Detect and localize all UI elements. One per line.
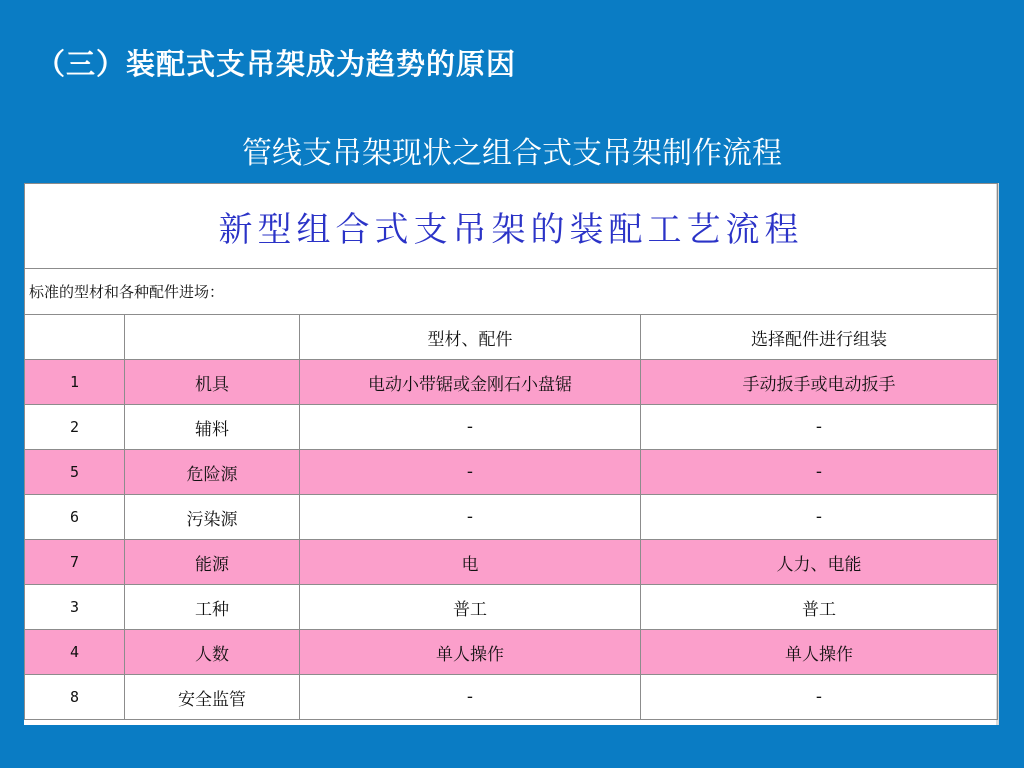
row-materials-cell: - (300, 675, 641, 720)
row-number-cell: 8 (25, 675, 125, 720)
row-assembly-cell: 手动扳手或电动扳手 (641, 360, 998, 405)
table-intro-row (25, 269, 998, 315)
row-number-cell: 4 (25, 630, 125, 675)
table-intro-text: 标准的型材和各种配件进场： (25, 269, 998, 315)
row-assembly-cell: 人力、电能 (641, 540, 998, 585)
table-row (25, 585, 998, 630)
row-materials-cell: - (300, 450, 641, 495)
row-item-cell: 工种 (125, 585, 300, 630)
row-number-cell: 7 (25, 540, 125, 585)
row-number-cell: 1 (25, 360, 125, 405)
slide-subtitle: 管线支吊架现状之组合式支吊架制作流程 (242, 136, 782, 171)
table-header-row (25, 315, 998, 360)
row-assembly-cell: 普工 (641, 585, 998, 630)
row-item-cell: 安全监管 (125, 675, 300, 720)
row-materials-cell: 电 (300, 540, 641, 585)
table-row (25, 450, 998, 495)
row-number-cell: 5 (25, 450, 125, 495)
row-assembly-cell: - (641, 450, 998, 495)
row-number-cell: 6 (25, 495, 125, 540)
row-item-cell: 机具 (125, 360, 300, 405)
row-item-cell: 污染源 (125, 495, 300, 540)
row-assembly-cell: - (641, 495, 998, 540)
slide-heading: （三）装配式支吊架成为趋势的原因 (36, 47, 517, 81)
table-row (25, 495, 998, 540)
table-title: 新型组合式支吊架的装配工艺流程 (25, 184, 998, 269)
row-materials-cell: - (300, 495, 641, 540)
header-cell-materials: 型材、配件 (300, 315, 641, 360)
table-row (25, 630, 998, 675)
row-number-cell: 2 (25, 405, 125, 450)
process-table (24, 183, 998, 720)
header-cell-item (125, 315, 300, 360)
row-assembly-cell: 单人操作 (641, 630, 998, 675)
row-materials-cell: - (300, 405, 641, 450)
header-cell-number (25, 315, 125, 360)
table-title-row (25, 184, 998, 269)
table-row (25, 540, 998, 585)
table-row (25, 360, 998, 405)
table-row (25, 405, 998, 450)
process-table-sheet (24, 183, 999, 725)
row-item-cell: 能源 (125, 540, 300, 585)
row-materials-cell: 单人操作 (300, 630, 641, 675)
header-cell-assembly: 选择配件进行组装 (641, 315, 998, 360)
row-item-cell: 危险源 (125, 450, 300, 495)
row-assembly-cell: - (641, 405, 998, 450)
row-assembly-cell: - (641, 675, 998, 720)
row-number-cell: 3 (25, 585, 125, 630)
row-materials-cell: 普工 (300, 585, 641, 630)
row-item-cell: 人数 (125, 630, 300, 675)
row-item-cell: 辅料 (125, 405, 300, 450)
table-row (25, 675, 998, 720)
row-materials-cell: 电动小带锯或金刚石小盘锯 (300, 360, 641, 405)
